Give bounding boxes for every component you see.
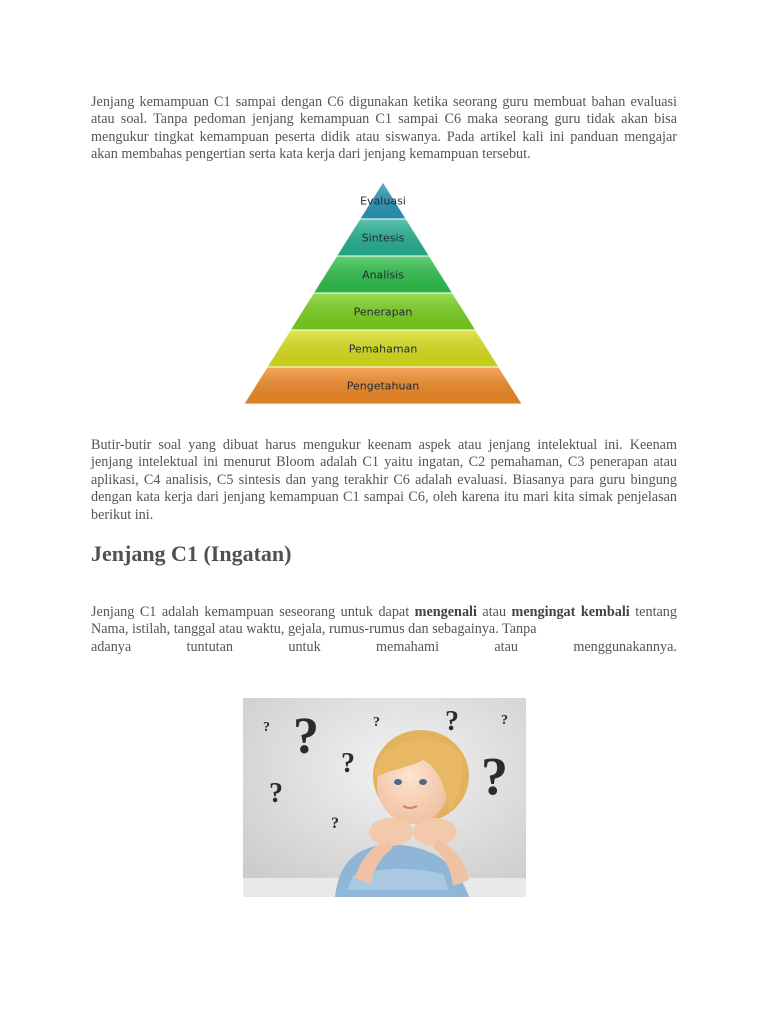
c1-last-line — [91, 639, 677, 656]
svg-text:?: ? — [269, 778, 283, 809]
pyramid-label-pemahaman: Pemahaman — [348, 342, 418, 356]
c1-word: menggunakannya. — [573, 638, 677, 655]
pyramid-label-analisis: Analisis — [362, 268, 404, 282]
c1-word: atau — [494, 638, 519, 655]
pyramid-label-evaluasi: Evaluasi — [360, 194, 406, 208]
c1-text-part1: Jenjang C1 adalah kemampuan seseorang untuk dapat — [91, 604, 415, 620]
c1-bold-mengingat: mengingat kembali — [511, 604, 630, 620]
svg-text:?: ? — [263, 720, 270, 735]
pyramid-label-penerapan: Penerapan — [353, 305, 413, 319]
svg-text:?: ? — [501, 713, 508, 728]
pyramid-label-pengetahuan: Pengetahuan — [346, 379, 420, 393]
c1-word: adanya — [91, 638, 132, 655]
child-thinking-photo — [243, 698, 526, 897]
svg-text:?: ? — [445, 706, 459, 737]
bloom-pyramid-diagram — [242, 178, 524, 408]
svg-text:?: ? — [293, 708, 319, 765]
svg-text:?: ? — [481, 746, 508, 806]
c1-word: tuntutan — [186, 638, 234, 655]
c1-text-part3: tentang Nama, istilah, tanggal atau waktu, gejala, rumus-rumus dan sebagainya. Tanpa — [91, 604, 677, 638]
svg-text:?: ? — [341, 748, 355, 779]
section-heading: Jenjang C1 (Ingatan) — [91, 541, 292, 566]
svg-text:?: ? — [373, 715, 380, 730]
second-paragraph: Butir-butir soal yang dibuat harus mengukur keenam aspek atau jenjang intelektual ini. Keenam jenjang intelektual ini menurut Bloom adalah C1 yaitu ingatan, C2 pemahaman, C3 penerapan atau aplikasi, C4 analisis, C5 sintesis dan yang terakhir C6 adalah evaluasi. Biasanya para guru bingung dengan kata kerja dari jenjang kemampuan C1 sampai C6, oleh karena itu mari kita simak penjelasan berikut ini. — [91, 437, 677, 523]
c1-word: memahami — [376, 638, 440, 655]
c1-text-part2: atau — [476, 604, 512, 620]
c1-bold-mengenali: mengenali — [414, 604, 477, 620]
c1-word: untuk — [288, 638, 321, 655]
pyramid-label-sintesis: Sintesis — [361, 231, 405, 245]
c1-paragraph — [91, 604, 677, 656]
svg-text:?: ? — [331, 815, 339, 832]
intro-paragraph: Jenjang kemampuan C1 sampai dengan C6 digunakan ketika seorang guru membuat bahan evaluasi atau soal. Tanpa pedoman jenjang kemampuan C1 sampai C6 maka seorang guru tidak akan bisa mengukur tingkat kemampuan peserta didik atau siswanya. Pada artikel kali ini panduan mengajar akan membahas pengertian serta kata kerja dari jenjang kemampuan tersebut. — [91, 94, 677, 163]
